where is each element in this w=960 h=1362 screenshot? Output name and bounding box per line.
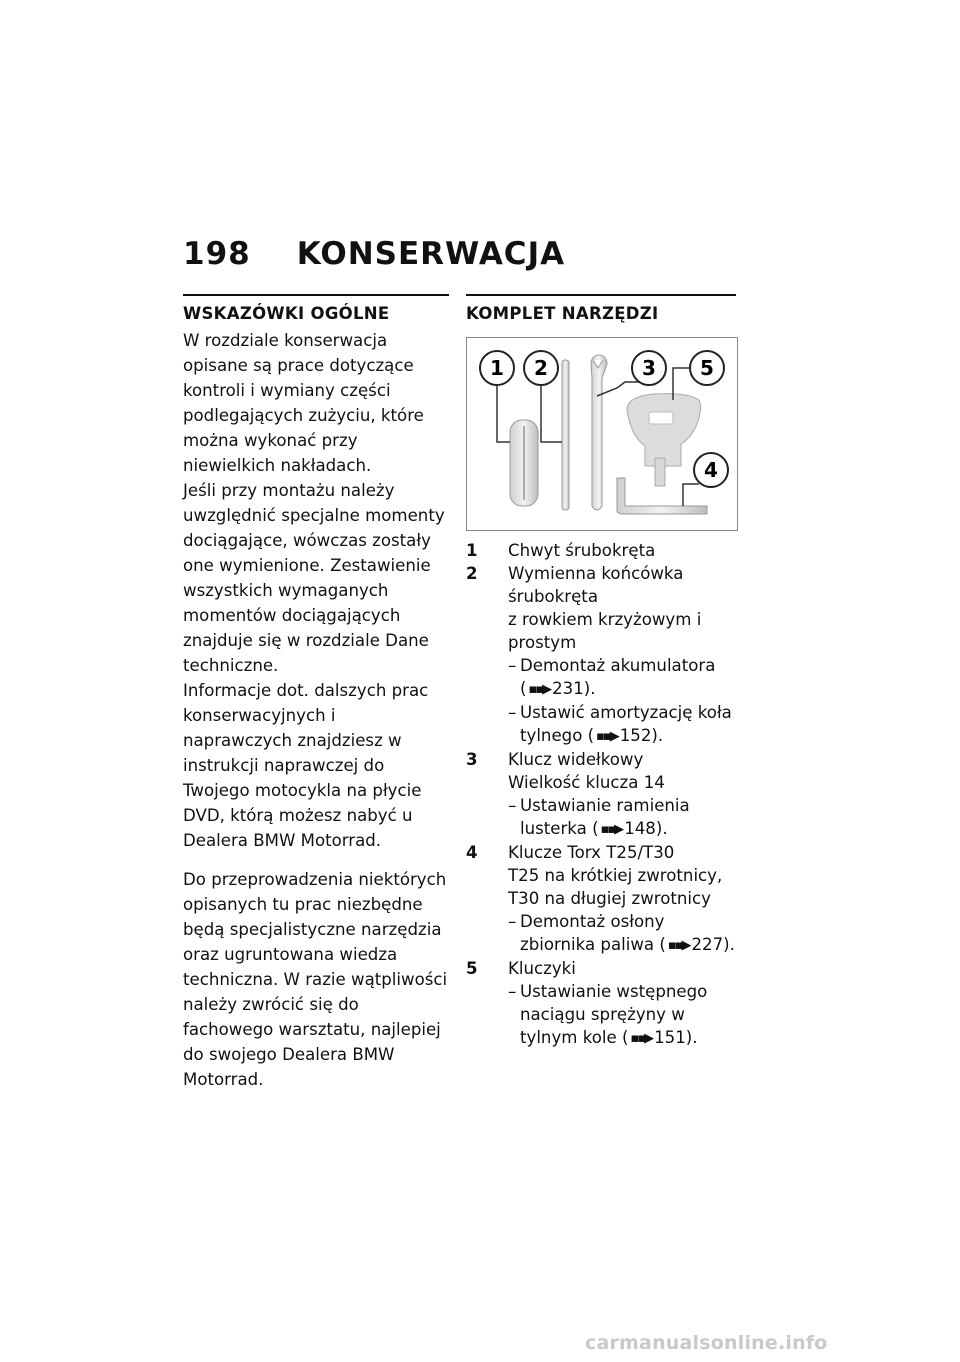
callout-5 <box>690 351 724 385</box>
reference-arrow-icon: ▪▪▶ <box>596 729 618 744</box>
sub-item-text: Ustawianie wstępnego naciągu sprężyny w tylnym kole <box>520 982 708 1047</box>
reference-arrow-icon: ▪▪▶ <box>600 822 623 837</box>
page-reference-link[interactable]: ( ▪▪▶ 148). <box>592 819 668 838</box>
list-item <box>466 841 736 957</box>
screwdriver-bit-icon <box>562 360 569 510</box>
section-title-general-notes: WSKAZÓWKI OGÓLNE <box>183 304 390 323</box>
sub-item-text: Demontaż osłony zbiornika paliwa <box>520 912 665 954</box>
right-column <box>466 294 736 1050</box>
page-reference-link[interactable]: ( ▪▪▶ 231). <box>520 679 596 698</box>
svg-text:2: 2 <box>534 356 548 380</box>
page-reference-link[interactable]: ( ▪▪▶ 152). <box>588 726 664 745</box>
paragraph: W rozdziale konserwacja opisane są prace dotyczące kontroli i wymiany części podlegających zużyciu, które można wykonać przy niewielkich nakładach. <box>183 331 424 475</box>
reference-arrow-icon: ▪▪▶ <box>667 938 690 953</box>
sub-item: – Demontaż akumulatora ( ▪▪▶ 231). <box>508 654 736 701</box>
sub-item-text: Demontaż akumulatora <box>520 656 716 675</box>
svg-text:3: 3 <box>642 356 656 380</box>
paragraph: Jeśli przy montażu należy uwzględnić specjalne momenty dociągające, wówczas zostały one wymienione. Zestawienie wszystkich wymaganych momentów dociągających znajduje się w rozdziale Dane techniczne. <box>183 481 445 675</box>
open-end-wrench-icon <box>591 355 607 510</box>
paragraph: Informacje dot. dalszych prac konserwacyjnych i naprawczych znajdziesz w instrukcji naprawczej do Twojego motocykla na płycie DVD, którą możesz nabyć u Dealera BMW Motorrad. <box>183 681 429 850</box>
chapter-title: KONSERWACJA <box>296 236 566 272</box>
svg-text:4: 4 <box>704 458 718 482</box>
list-item <box>466 562 736 748</box>
screwdriver-handle-icon <box>510 420 538 506</box>
page-number: 198 <box>183 236 251 272</box>
toolkit-item-list <box>466 539 736 1050</box>
list-item <box>466 539 736 562</box>
reference-arrow-icon: ▪▪▶ <box>630 1031 653 1046</box>
section-divider <box>466 294 736 296</box>
sub-item: – Ustawianie wstępnego naciągu sprężyny w tylnym kole ( ▪▪▶ 151). <box>508 980 736 1050</box>
item-text: Wymienna końcówka śrubokręta <box>508 564 684 606</box>
callout-4 <box>694 453 728 487</box>
key-icon <box>627 394 701 486</box>
page-reference-link[interactable]: ( ▪▪▶ 227). <box>659 935 735 954</box>
toolkit-illustration <box>467 338 737 530</box>
item-number: 3 <box>466 750 478 769</box>
item-text: Wielkość klucza 14 <box>508 773 665 792</box>
item-number: 1 <box>466 541 478 560</box>
item-number: 4 <box>466 843 478 862</box>
toolkit-figure <box>466 337 738 531</box>
item-number: 5 <box>466 959 478 978</box>
page-header <box>183 236 565 272</box>
section-divider <box>183 294 449 296</box>
reference-arrow-icon: ▪▪▶ <box>528 682 551 697</box>
callout-2 <box>524 351 558 385</box>
sub-item: – Ustawianie ramienia lusterka ( ▪▪▶ 148). <box>508 794 736 841</box>
item-number: 2 <box>466 564 478 583</box>
item-text: Klucz widełkowy <box>508 750 644 769</box>
item-text: Klucze Torx T25/T30 <box>508 843 675 862</box>
item-text: T25 na krótkiej zwrotnicy, T30 na długiej zwrotnicy <box>508 866 723 908</box>
callout-3 <box>632 351 666 385</box>
item-text: Chwyt śrubokręta <box>508 541 656 560</box>
svg-text:1: 1 <box>490 356 504 380</box>
sub-item-text: Ustawić amortyzację koła tylnego <box>520 703 732 745</box>
sub-item: – Demontaż osłony zbiornika paliwa ( ▪▪▶ 227). <box>508 910 736 957</box>
sub-item-text: Ustawianie ramienia lusterka <box>520 796 690 838</box>
left-column <box>183 294 449 1092</box>
item-text: Kluczyki <box>508 959 576 978</box>
section-title-toolkit: KOMPLET NARZĘDZI <box>466 304 659 323</box>
item-text: z rowkiem krzyżowym i prostym <box>508 610 702 652</box>
sub-item: – Ustawić amortyzację koła tylnego ( ▪▪▶ 152). <box>508 701 736 748</box>
list-item <box>466 957 736 1050</box>
svg-text:5: 5 <box>700 356 714 380</box>
page-reference-link[interactable]: ( ▪▪▶ 151). <box>622 1028 698 1047</box>
paragraph: Do przeprowadzenia niektórych opisanych tu prac niezbędne będą specjalistyczne narzędzia oraz ugruntowana wiedza techniczna. W razie wątpliwości należy zwrócić się do fachowego warsztatu, najlepiej do swojego Dealera BMW Motorrad. <box>183 870 448 1089</box>
callout-1 <box>480 351 514 385</box>
general-notes-text <box>183 328 449 1092</box>
watermark: carmanualsonline.info <box>585 1332 828 1354</box>
list-item <box>466 748 736 841</box>
